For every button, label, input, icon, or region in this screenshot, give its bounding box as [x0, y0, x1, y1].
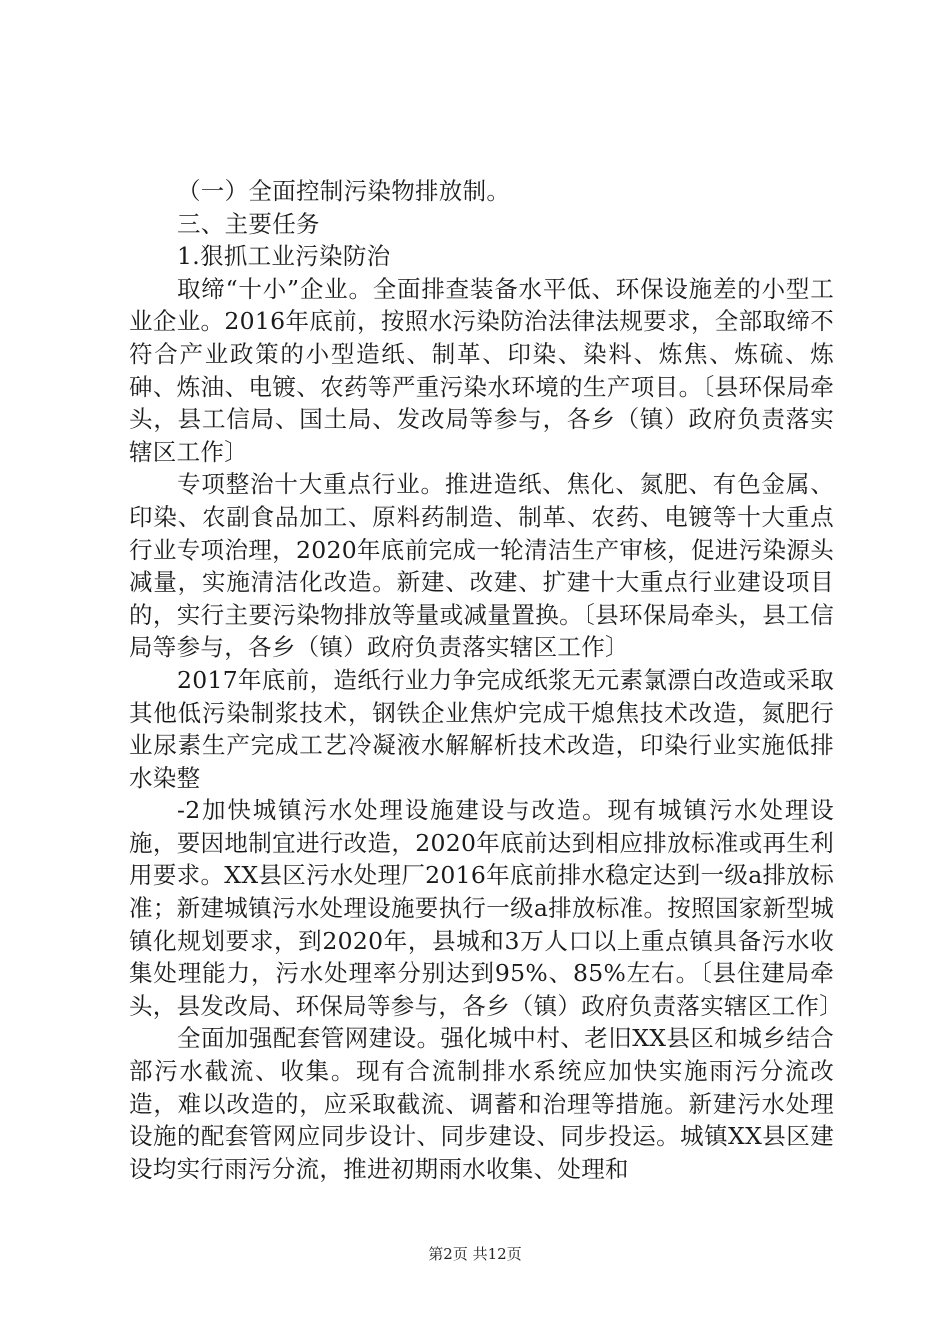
paragraph-ban-small-enterprises: 取缔“十小”企业。全面排查装备水平低、环保设施差的小型工业企业。2016年底前，按照水污染防治法律法规要求，全部取缔不符合产业政策的小型造纸、制革、印染、染料、炼焦、炼硫、炼砷、炼油、电镀、农药等严重污染水环境的生产项目。〔县环保局牵头，县工信局、国土局、发改局等参与，各乡（镇）政府负责落实辖区工作〕: [129, 274, 834, 466]
subsection-heading-industrial: 1.狠抓工业污染防治: [177, 242, 391, 271]
document-body: [129, 175, 843, 1185]
paragraph-key-industries: 专项整治十大重点行业。推进造纸、焦化、氮肥、有色金属、印染、农副食品加工、原料药制造、制革、农药、电镀等十大重点行业专项治理，2020年底前完成一轮清洁生产审核，促进污染源头减量，实施清洁化改造。新建、改建、扩建十大重点行业建设项目的，实行主要污染物排放等量或减量置换。〔县环保局牵头，县工信局等参与，各乡（镇）政府负责落实辖区工作〕: [129, 470, 834, 662]
page-footer: [0, 1243, 950, 1264]
paragraph-pipe-network: 全面加强配套管网建设。强化城中村、老旧XX县区和城乡结合部污水截流、收集。现有合流制排水系统应加快实施雨污分流改造，难以改造的，应采取截流、调蓄和治理等措施。新建污水处理设施的配套管网应同步设计、同步建设、同步投运。城镇XX县区建设均实行雨污分流，推进初期雨水收集、处理和: [129, 1024, 834, 1183]
page-number-label: 第2页 共12页: [428, 1245, 522, 1263]
paragraph-sewage-facilities: -2加快城镇污水处理设施建设与改造。现有城镇污水处理设施，要因地制宜进行改造，2020年底前达到相应排放标准或再生利用要求。XX县区污水处理厂2016年底前排水稳定达到一级a排放标准；新建城镇污水处理设施要执行一级a排放标准。按照国家新型城镇化规划要求，到2020年，县城和3万人口以上重点镇具备污水收集处理能力，污水处理率分别达到95%、85%左右。〔县住建局牵头，县发改局、环保局等参与，各乡（镇）政府负责落实辖区工作〕: [129, 796, 843, 1020]
paragraph-2017-deadline: 2017年底前，造纸行业力争完成纸浆无元素氯漂白改造或采取其他低污染制浆技术，钢铁企业焦炉完成干熄焦技术改造，氮肥行业尿素生产完成工艺冷凝液水解解析技术改造，印染行业实施低排水染整: [129, 665, 834, 792]
section-heading-main-tasks: 三、主要任务: [177, 209, 320, 238]
section-heading-control: （一）全面控制污染物排放制。: [177, 177, 511, 205]
